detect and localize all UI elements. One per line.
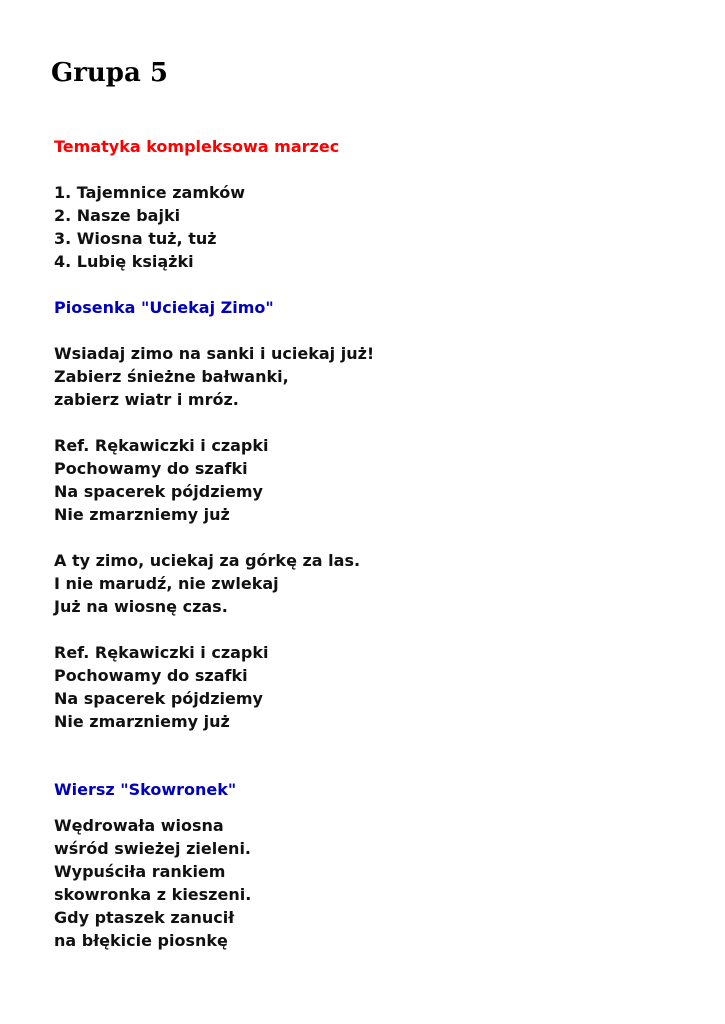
spacer	[54, 526, 374, 549]
poem-line: Wypuściła rankiem	[54, 862, 226, 881]
theme-heading: Tematyka kompleksowa marzec	[54, 137, 340, 156]
song-line: Zabierz śnieżne bałwanki,	[54, 367, 289, 386]
song-line: Na spacerek pójdziemy	[54, 482, 263, 501]
song-line: A ty zimo, uciekaj za górkę za las.	[54, 551, 361, 570]
song-line: Na spacerek pójdziemy	[54, 689, 263, 708]
song-line: Pochowamy do szafki	[54, 666, 248, 685]
spacer	[54, 618, 374, 641]
spacer	[54, 801, 374, 814]
list-item: 4. Lubię książki	[54, 252, 194, 271]
song-line: Pochowamy do szafki	[54, 459, 248, 478]
poem-line: skowronka z kieszeni.	[54, 885, 252, 904]
spacer	[54, 733, 374, 778]
song-line: Wsiadaj zimo na sanki i uciekaj już!	[54, 344, 375, 363]
song-line: Nie zmarzniemy już	[54, 712, 230, 731]
song-line: zabierz wiatr i mróz.	[54, 390, 239, 409]
song-line: Ref. Rękawiczki i czapki	[54, 643, 269, 662]
page-title: Grupa 5	[51, 58, 168, 88]
poem-line: Gdy ptaszek zanucił	[54, 908, 235, 927]
theme-list	[54, 181, 374, 273]
song-stanza	[54, 342, 374, 411]
spacer	[54, 158, 374, 181]
song-heading: Piosenka "Uciekaj Zimo"	[54, 298, 274, 317]
spacer	[54, 319, 374, 342]
song-line: Ref. Rękawiczki i czapki	[54, 436, 269, 455]
poem-body	[54, 814, 374, 952]
spacer	[54, 411, 374, 434]
spacer	[54, 273, 374, 296]
song-line: I nie marudź, nie zwlekaj	[54, 574, 279, 593]
poem-heading: Wiersz "Skowronek"	[54, 780, 237, 799]
song-stanza	[54, 434, 374, 526]
song-stanza	[54, 549, 374, 618]
list-item: 2. Nasze bajki	[54, 206, 181, 225]
poem-line: Wędrowała wiosna	[54, 816, 224, 835]
poem-line: na błękicie piosnkę	[54, 931, 228, 950]
song-line: Nie zmarzniemy już	[54, 505, 230, 524]
song-stanza	[54, 641, 374, 733]
poem-line: wśród swieżej zieleni.	[54, 839, 252, 858]
list-item: 3. Wiosna tuż, tuż	[54, 229, 217, 248]
list-item: 1. Tajemnice zamków	[54, 183, 245, 202]
document-content	[54, 135, 374, 952]
song-line: Już na wiosnę czas.	[54, 597, 228, 616]
